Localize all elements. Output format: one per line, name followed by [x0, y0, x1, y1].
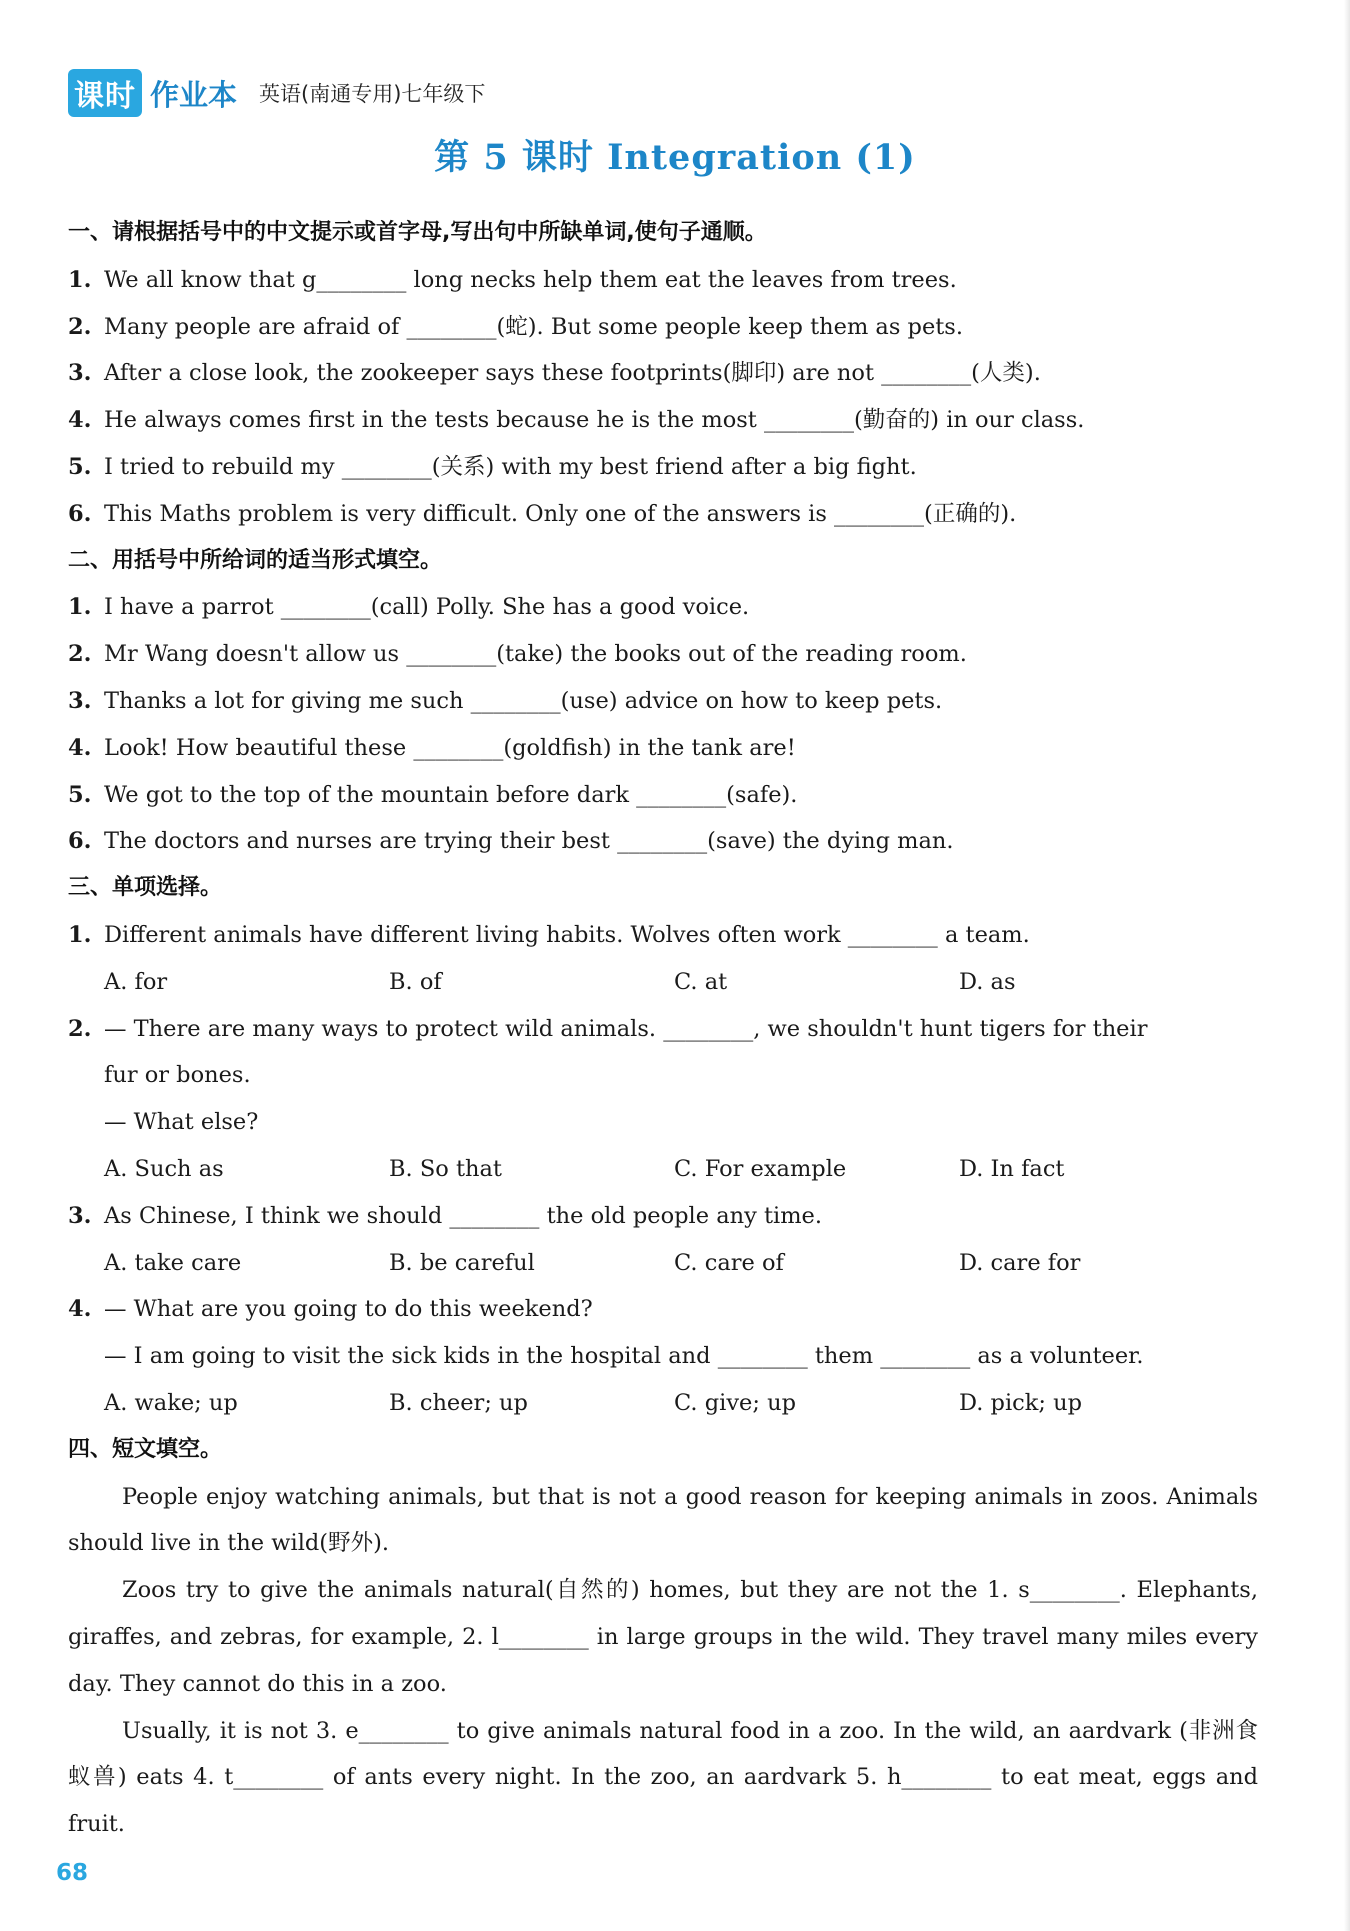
- item-text: Thanks a lot for giving me such ________(use) advice on how to keep pets.: [104, 687, 943, 714]
- item-text: Different animals have different living habits. Wolves often work ________ a team.: [104, 921, 1030, 948]
- s3-q4-options: [68, 1380, 1258, 1427]
- section-2-heading: 二、用括号中所给词的适当形式填空。: [68, 547, 443, 573]
- item-text: After a close look, the zookeeper says these footprints(脚印) are not ________(人类).: [104, 360, 1041, 387]
- page-number: 68: [56, 1860, 89, 1886]
- option-c: C. For example: [674, 1155, 847, 1182]
- option-c: C. care of: [674, 1249, 784, 1276]
- passage-paragraph-1: People enjoy watching animals, but that is not a good reason for keeping animals in zoos. Animals should live in the wild(野外).: [68, 1483, 1258, 1557]
- option-a: A. take care: [104, 1249, 242, 1276]
- s3-q1: [68, 912, 1258, 959]
- item-number: 2.: [68, 1015, 92, 1042]
- item-number: 1.: [68, 594, 92, 621]
- s2-item-1: [68, 584, 1258, 631]
- item-number: 4.: [68, 1296, 92, 1323]
- s2-item-3: [68, 678, 1258, 725]
- option-d: D. In fact: [959, 1155, 1065, 1182]
- section-4-heading: 四、短文填空。: [68, 1436, 223, 1462]
- s1-item-4: [68, 397, 1258, 444]
- item-number: 1.: [68, 266, 92, 293]
- s3-q2-options: [68, 1146, 1258, 1193]
- item-number: 3.: [68, 360, 92, 387]
- item-number: 6.: [68, 828, 92, 855]
- s3-q2: [68, 1006, 1258, 1053]
- option-c: C. at: [674, 968, 728, 995]
- item-number: 2.: [68, 641, 92, 668]
- option-b: B. cheer; up: [389, 1389, 528, 1416]
- item-text: I have a parrot ________(call) Polly. She has a good voice.: [104, 594, 750, 621]
- s2-item-6: [68, 818, 1258, 865]
- option-a: A. for: [104, 968, 168, 995]
- item-text: The doctors and nurses are trying their best ________(save) the dying man.: [104, 828, 954, 855]
- section-3-heading: 三、单项选择。: [68, 875, 223, 901]
- item-text: I tried to rebuild my ________(关系) with my best friend after a big fight.: [104, 453, 917, 480]
- item-text: — There are many ways to protect wild animals. ________, we shouldn't hunt tigers for their: [104, 1015, 1148, 1042]
- item-text: Many people are afraid of ________(蛇). But some people keep them as pets.: [104, 313, 963, 340]
- item-number: 3.: [68, 1202, 92, 1229]
- item-number: 4.: [68, 734, 92, 761]
- s3-q4: [68, 1286, 1258, 1333]
- option-a: A. Such as: [104, 1155, 224, 1182]
- s1-item-6: [68, 491, 1258, 538]
- item-text: Look! How beautiful these ________(goldfish) in the tank are!: [104, 734, 796, 761]
- option-b: B. be careful: [389, 1249, 535, 1276]
- item-number: 6.: [68, 500, 92, 527]
- item-text: — What are you going to do this weekend?: [104, 1296, 593, 1323]
- item-text: We all know that g________ long necks help them eat the leaves from trees.: [104, 266, 957, 293]
- page-edge-shadow: [1344, 0, 1350, 1931]
- item-text: We got to the top of the mountain before dark ________(safe).: [104, 781, 798, 808]
- item-number: 1.: [68, 921, 92, 948]
- item-text: He always comes first in the tests because he is the most ________(勤奋的) in our class.: [104, 407, 1085, 434]
- option-d: D. pick; up: [959, 1389, 1083, 1416]
- item-text: As Chinese, I think we should ________ the old people any time.: [104, 1202, 823, 1229]
- s3-q2-reply: — What else?: [104, 1109, 259, 1136]
- passage-paragraph-3: Usually, it is not 3. e________ to give animals natural food in a zoo. In the wild, an aardvark (非洲食蚁兽) eats 4. t________ of ants every night. In the zoo, an aardvark 5. h________ to eat meat, eggs and fruit.: [68, 1717, 1258, 1838]
- exercise-content: [68, 210, 1258, 1848]
- s3-q2-cont: fur or bones.: [104, 1062, 251, 1089]
- logo-zuoye: 作业本: [150, 77, 238, 112]
- s1-item-1: [68, 257, 1258, 304]
- option-b: B. So that: [389, 1155, 502, 1182]
- s3-q3: [68, 1193, 1258, 1240]
- item-number: 4.: [68, 407, 92, 434]
- s1-item-3: [68, 350, 1258, 397]
- page-title: 第 5 课时 Integration (1): [434, 137, 916, 178]
- item-number: 5.: [68, 453, 92, 480]
- s2-item-2: [68, 631, 1258, 678]
- item-text: This Maths problem is very difficult. Only one of the answers is ________(正确的).: [104, 500, 1017, 527]
- s2-item-5: [68, 772, 1258, 819]
- subject-label: 英语(南通专用)七年级下: [259, 82, 486, 106]
- header: [68, 70, 485, 116]
- s3-q3-options: [68, 1240, 1258, 1287]
- option-d: D. care for: [959, 1249, 1081, 1276]
- s1-item-2: [68, 304, 1258, 351]
- brand-logo: [68, 69, 237, 117]
- section-1-heading: 一、请根据括号中的中文提示或首字母,写出句中所缺单词,使句子通顺。: [68, 220, 767, 245]
- item-number: 2.: [68, 313, 92, 340]
- option-b: B. of: [389, 968, 442, 995]
- s2-item-4: [68, 725, 1258, 772]
- s3-q1-options: [68, 959, 1258, 1006]
- option-d: D. as: [959, 968, 1016, 995]
- s1-item-5: [68, 444, 1258, 491]
- passage-paragraph-2: Zoos try to give the animals natural(自然的) homes, but they are not the 1. s________. Elephants, giraffes, and zebras, for example, 2. l________ in large groups in the wild. They travel many miles every day. They cannot do this in a zoo.: [68, 1577, 1258, 1697]
- item-number: 5.: [68, 781, 92, 808]
- item-text: Mr Wang doesn't allow us ________(take) the books out of the reading room.: [104, 641, 967, 668]
- item-number: 3.: [68, 687, 92, 714]
- option-c: C. give; up: [674, 1389, 796, 1416]
- logo-ke: 课时: [68, 69, 142, 117]
- s3-q4-reply: — I am going to visit the sick kids in the hospital and ________ them ________ as a volunteer.: [104, 1343, 1144, 1370]
- option-a: A. wake; up: [104, 1389, 238, 1416]
